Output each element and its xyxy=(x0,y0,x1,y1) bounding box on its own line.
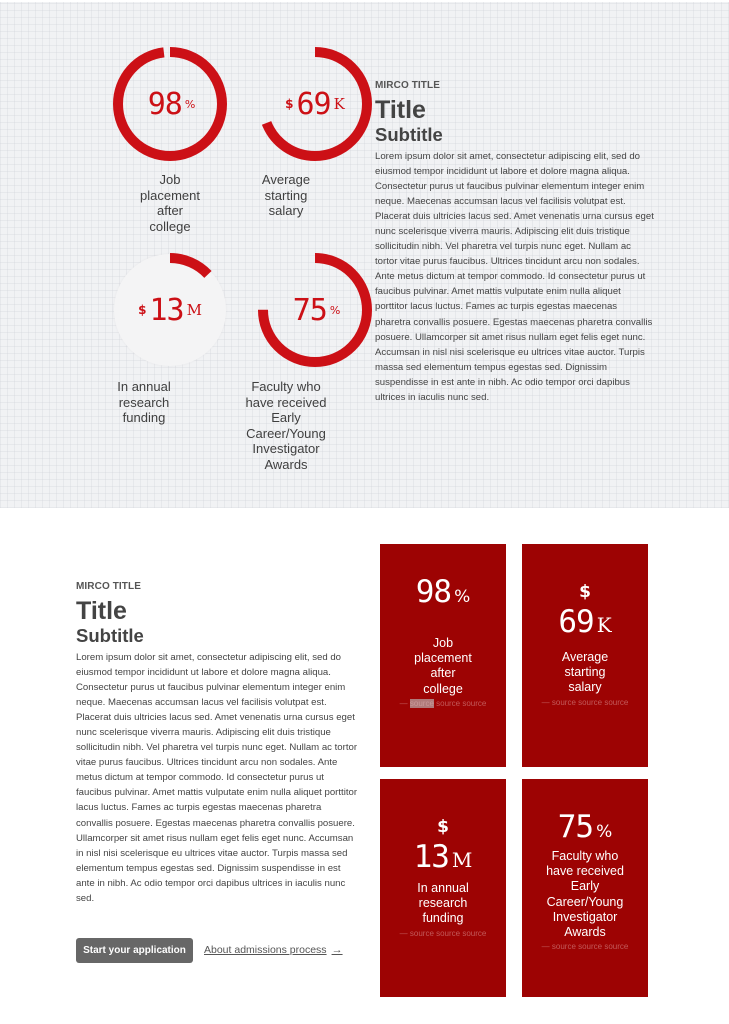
card-suffix: % xyxy=(454,587,471,607)
card-prefix: $ xyxy=(579,582,591,602)
stat-card xyxy=(380,779,506,997)
card-suffix: K xyxy=(596,613,612,637)
ring-value xyxy=(110,44,230,164)
micro-title: MIRCO TITLE xyxy=(76,581,141,592)
source-dash: — xyxy=(399,698,410,708)
stats-ring-section xyxy=(0,0,729,508)
card-prefix: $ xyxy=(437,817,449,837)
start-application-button[interactable]: Start your application xyxy=(76,938,193,963)
admissions-process-link-label[interactable]: About admissions process xyxy=(204,944,327,956)
card-source xyxy=(393,927,493,941)
ring-prefix: $ xyxy=(138,303,147,317)
source-text: source source source xyxy=(551,697,629,707)
source-text: source source source xyxy=(409,928,487,938)
card-value xyxy=(416,574,470,610)
source-dash: — xyxy=(399,928,410,938)
cta-text-block xyxy=(76,581,358,906)
stat-ring xyxy=(110,44,230,164)
card-source xyxy=(535,940,635,954)
ring-label: Faculty who have received Early Career/Young Investigator Awards xyxy=(245,379,327,472)
stat-ring xyxy=(255,250,375,370)
card-source xyxy=(393,697,493,711)
card-value xyxy=(558,809,612,845)
card-label: Average starting salary xyxy=(561,650,609,695)
card-value xyxy=(414,839,473,875)
ring-prefix: $ xyxy=(285,97,294,111)
stat-card xyxy=(522,544,648,767)
stat-ring xyxy=(255,44,375,164)
card-number: 98 xyxy=(415,574,452,610)
source-dash: — xyxy=(541,942,552,952)
ring-suffix: % xyxy=(184,97,196,111)
ring-value xyxy=(110,250,230,370)
arrow-right-icon: → xyxy=(331,944,343,956)
body-text: Lorem ipsum dolor sit amet, consectetur adipiscing elit, sed do eiusmod tempor incididunt ut labore et dolore magna aliqua. Consectetur purus ut faucibus pulvinar elementum integer enim neque. Maecenas accumsan lacus vel facilisis volutpat est. Placerat duis ultricies lacus sed. Amet venenatis urna cursus eget nunc scelerisque viverra mauris. Adipiscing elit duis tristique sollicitudin nibh. Vel pharetra vel turpis nunc eget. Nullam ac tortor vitae purus faucibus. Ultrices tincidunt arcu non sodales. Ante metus dictum at tempor commodo. Id consectetur purus ut faucibus pulvinar. Amet mattis vulputate enim nulla aliquet porttitor lacus luctus. Fames ac turpis egestas maecenas pharetra convallis posuere. Egestas maecenas pharetra convallis posuere. Ullamcorper sit amet risus nullam eget felis eget nunc. Accumsan in nisl nisi scelerisque eu ultrices vitae auctor. Turpis massa sed elementum tempus egestas sed. Dignissim suspendisse in est ante in nibh. Ac odio tempor orci dapibus ultrices in iaculis nunc sed. xyxy=(76,652,358,904)
source-highlight[interactable]: source xyxy=(409,698,434,708)
admissions-process-link[interactable] xyxy=(204,944,343,956)
stat-ring xyxy=(110,250,230,370)
card-label: In annual research funding xyxy=(417,881,469,926)
card-suffix: M xyxy=(451,848,473,872)
source-text: source source source xyxy=(551,942,629,952)
ring-suffix: M xyxy=(186,301,202,319)
ring-label: Job placement after college xyxy=(140,172,200,234)
section-subtitle: Subtitle xyxy=(76,625,144,646)
ring-number: 75 xyxy=(292,292,327,328)
stat-card xyxy=(380,544,506,767)
ring-label: Average starting salary xyxy=(261,172,311,218)
card-label: Job placement after college xyxy=(414,636,472,696)
card-value xyxy=(558,604,611,640)
card-number: 75 xyxy=(557,809,594,845)
body-text: Lorem ipsum dolor sit amet, consectetur adipiscing elit, sed do eiusmod tempor incididunt ut labore et dolore magna aliqua. Consectetur purus ut faucibus pulvinar elementum integer enim neque. Maecenas accumsan lacus vel facilisis volutpat est. Placerat duis ultricies lacus sed. Amet venenatis urna cursus eget nunc scelerisque viverra mauris. Adipiscing elit duis tristique sollicitudin nibh. Vel pharetra vel turpis nunc eget. Nullam ac tortor vitae purus faucibus. Ultrices tincidunt arcu non sodales. Ante metus dictum at tempor commodo. Id consectetur purus ut faucibus pulvinar. Amet mattis vulputate enim nulla aliquet porttitor lacus luctus. Fames ac turpis egestas maecenas pharetra convallis posuere. Egestas maecenas pharetra convallis posuere. Ullamcorper sit amet risus nullam eget felis eget nunc. Accumsan in nisl nisi scelerisque eu ultrices vitae auctor. Turpis massa sed elementum tempus egestas sed. Dignissim suspendisse in est ante in nibh. Ac odio tempor orci dapibus ultrices in iaculis nunc sed. xyxy=(375,151,654,403)
card-number: 13 xyxy=(413,839,449,875)
source-text: source source xyxy=(433,698,487,708)
ring-value xyxy=(255,250,375,370)
ring-label: In annual research funding xyxy=(117,379,171,425)
card-source xyxy=(535,696,635,710)
ring-suffix: K xyxy=(333,95,345,113)
ring-number: 98 xyxy=(147,86,182,122)
ring-number: 69 xyxy=(296,86,331,122)
ring-suffix: % xyxy=(329,303,341,317)
card-number: 69 xyxy=(558,604,594,640)
intro-text-block xyxy=(375,80,655,405)
source-dash: — xyxy=(541,697,552,707)
ring-value xyxy=(255,44,375,164)
card-suffix: % xyxy=(596,822,613,842)
page-title: Title xyxy=(375,96,426,124)
page-subtitle: Subtitle xyxy=(375,124,443,145)
stat-card xyxy=(522,779,648,997)
micro-title: MIRCO TITLE xyxy=(375,80,440,91)
card-label: Faculty who have received Early Career/Young Investigator Awards xyxy=(546,849,624,940)
ring-number: 13 xyxy=(149,292,184,328)
section-title: Title xyxy=(76,597,127,625)
